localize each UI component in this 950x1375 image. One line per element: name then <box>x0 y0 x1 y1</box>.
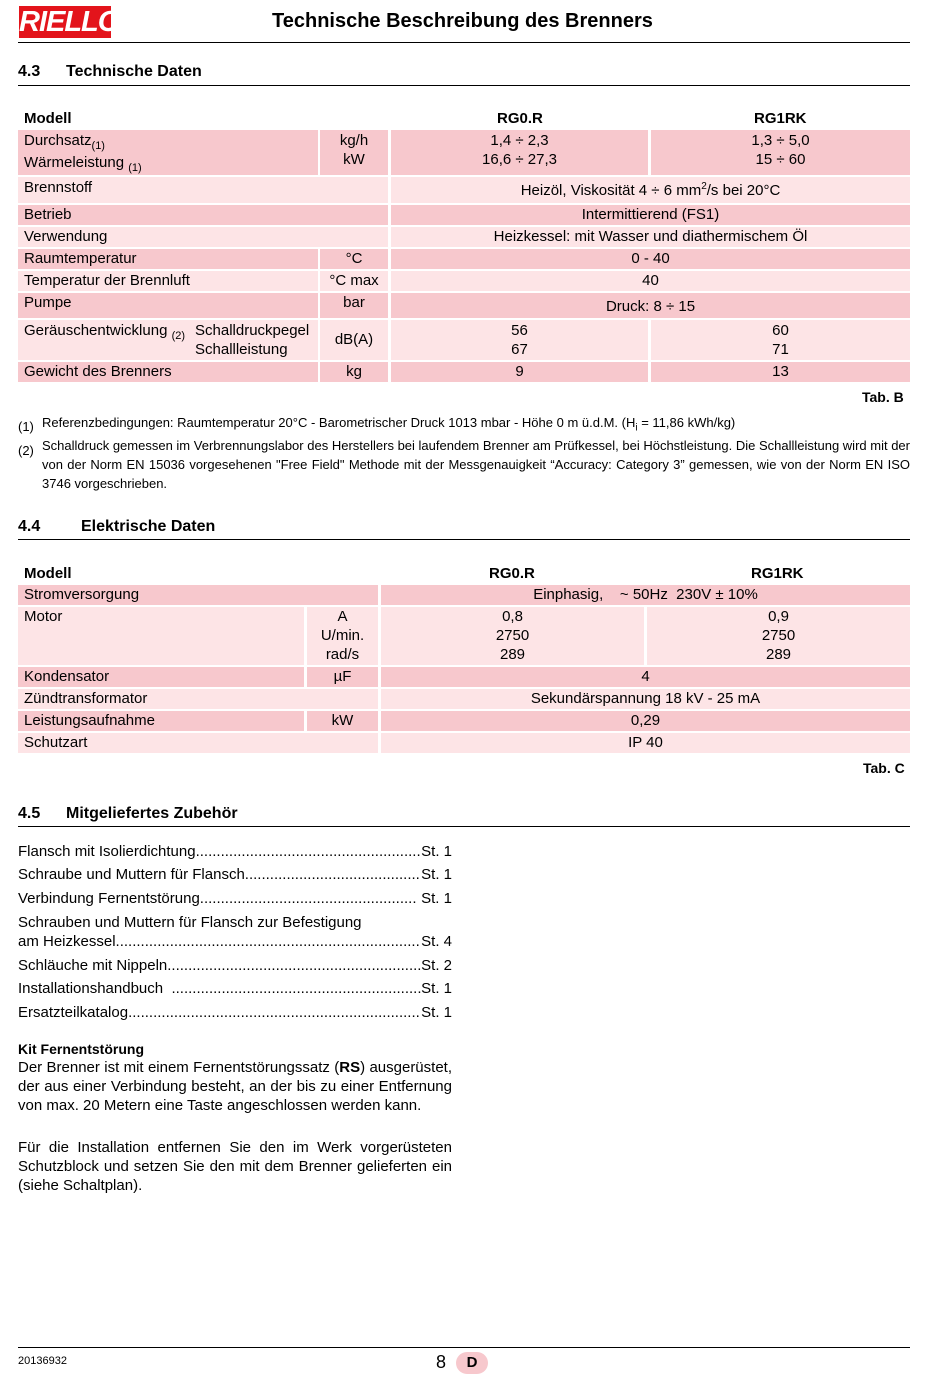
section-4-3-rule <box>18 85 910 86</box>
raumtemperatur-value: 0 - 40 <box>631 250 670 267</box>
strom-label: Stromversorgung <box>24 586 140 603</box>
schallleistung-label: Schallleistung <box>195 341 288 358</box>
footnote-1-number: (1) <box>18 419 34 434</box>
section-4-5-number: 4.5 <box>18 805 41 822</box>
leistungsaufnahme-value: 0,29 <box>630 712 661 729</box>
kondensator-unit: µF <box>333 668 352 685</box>
footnote-1-text: Referenzbedingungen: Raumtemperatur 20°C - Barometrischer Druck 1013 mbar - Höhe 0 m ü.d.M. ($H_i = 11,86$ kWh/kg) <box>42 415 736 434</box>
list-item: Ersatzteilkatalog ..... St. 1 <box>18 1004 452 1021</box>
verwendung-label: Verwendung <box>24 228 108 245</box>
list-item-line1: Schrauben und Muttern für Flansch zur Befestigung <box>18 914 362 931</box>
schalldruck-rg0r: 56 <box>511 322 528 339</box>
betrieb-value: Intermittierend (FS1) <box>581 206 720 223</box>
verwendung-value: Heizkessel: mit Wasser und diathermischem Öl <box>493 228 808 245</box>
col-rg0r-header: RG0.R <box>497 110 543 127</box>
pumpe-value: Druck: 8 ÷ 15 <box>605 298 696 315</box>
kit-paragraph-2: Für die Installation entfernen Sie den im Werk vorgerüsteten Schutzblock und setzen Sie den mit dem Brenner gelieferten ein (siehe Schaltplan). <box>18 1139 452 1194</box>
geraeusch-unit: dB(A) <box>334 331 374 348</box>
kit-title: Kit Fernentstörung <box>18 1041 144 1057</box>
list-item: am Heizkessel ..... St. 4 <box>18 933 452 950</box>
schutzart-label: Schutzart <box>24 734 88 751</box>
strom-value: Einphasig, ~ 50Hz 230V ± 10% <box>533 586 758 603</box>
schallleistung-rg1rk: 71 <box>772 341 789 358</box>
kit-paragraph-1: Der Brenner ist mit einem Fernentstörungssatz (RS) ausgerüstet, der aus einer Verbindung besteht, an der bis zu einer Entfernung von max. 20 Metern eine Taste angeschlossen werden kann. <box>18 1059 452 1114</box>
motor-rpm-rg0r: 2750 <box>495 627 530 644</box>
motor-rpm-rg1rk: 2750 <box>761 627 796 644</box>
list-item: Schraube und Muttern für Flansch ..... St. 1 <box>18 866 452 883</box>
col-model-header: Modell <box>24 110 72 127</box>
waermeleistung-rg1rk: 15 ÷ 60 <box>755 151 806 168</box>
schutzart-value: IP 40 <box>628 734 663 751</box>
list-item: Schläuche mit Nippeln ..... St. 2 <box>18 957 452 974</box>
row-betrieb-label-cell <box>18 205 388 225</box>
motor-current-rg0r: 0,8 <box>502 608 523 625</box>
section-4-4-number: 4.4 <box>18 518 41 535</box>
list-item: Installationshandbuch ..... St. 1 <box>18 980 452 997</box>
kondensator-label: Kondensator <box>24 668 110 685</box>
waermeleistung-rg0r: 16,6 ÷ 27,3 <box>482 151 557 168</box>
elec-col-rg0r-header: RG0.R <box>489 565 535 582</box>
waermeleistung-unit: kW <box>343 151 365 168</box>
elec-col-rg1rk-header: RG1RK <box>751 565 804 582</box>
section-4-4-title: Elektrische Daten <box>81 518 216 535</box>
schallleistung-rg0r: 67 <box>511 341 528 358</box>
gewicht-unit: kg <box>346 363 362 380</box>
gewicht-rg0r: 9 <box>515 363 524 380</box>
brennstoff-label: Brennstoff <box>24 179 93 196</box>
document-code: 20136932 <box>18 1355 67 1367</box>
raumtemperatur-unit: °C <box>345 250 363 267</box>
brennstoff-value: Heizöl, Viskosität 4 ÷ 6 $mm^2/s$ bei 20°C <box>520 181 781 199</box>
brennluft-label: Temperatur der Brennluft <box>24 272 190 289</box>
list-item: Flansch mit Isolierdichtung ..... St. 1 <box>18 843 452 860</box>
kondensator-value: 4 <box>641 668 650 685</box>
waermeleistung-label: Wärmeleistung $_{(1)}$ <box>24 154 142 174</box>
leistungsaufnahme-unit: kW <box>331 712 354 729</box>
betrieb-label: Betrieb <box>24 206 72 223</box>
motor-rads-rg0r: 289 <box>499 646 526 663</box>
page-header-title: Technische Beschreibung des Brenners <box>272 10 653 32</box>
motor-unit-a: A <box>337 608 348 625</box>
gewicht-label: Gewicht des Brenners <box>24 363 172 380</box>
durchsatz-rg0r: 1,4 ÷ 2,3 <box>490 132 549 149</box>
durchsatz-rg1rk: 1,3 ÷ 5,0 <box>751 132 810 149</box>
tab-c-label: Tab. C <box>863 760 905 776</box>
durchsatz-label: Durchsatz$_{(1)}$ <box>24 132 105 152</box>
elec-col-model-header: Modell <box>24 565 72 582</box>
schalldruck-rg1rk: 60 <box>772 322 789 339</box>
motor-label: Motor <box>24 608 63 625</box>
col-rg1rk-header: RG1RK <box>754 110 807 127</box>
footnote-2-text: Schalldruck gemessen im Verbrennungslabor des Herstellers bei laufendem Brenner am Prüfkessel, bei Höchstleistung. Die Schallleistung wird mit der von der Norm EN 15036 vorgesehenen "Free Field" Methode mit der Messgenauigkeit “Accuracy: Category 3” gemessen, wie von der Norm EN ISO 3746 vorgeschrieben. <box>42 438 910 491</box>
leistungsaufnahme-label: Leistungsaufnahme <box>24 712 155 729</box>
brennluft-unit: °C max <box>329 272 379 289</box>
pumpe-unit: bar <box>343 294 365 311</box>
motor-unit-rads: rad/s <box>325 646 360 663</box>
language-badge: D <box>456 1352 488 1374</box>
section-4-5-rule <box>18 826 910 827</box>
zuendtrafo-value: Sekundärspannung 18 kV - 25 mA <box>530 690 761 707</box>
raumtemperatur-label: Raumtemperatur <box>24 250 137 267</box>
section-4-3-number: 4.3 <box>18 63 41 80</box>
page-number: 8 <box>436 1352 447 1372</box>
durchsatz-unit: kg/h <box>339 132 369 149</box>
pumpe-label: Pumpe <box>24 294 72 311</box>
section-4-3-title: Technische Daten <box>66 63 202 80</box>
zuendtrafo-label: Zündtransformator <box>24 690 148 707</box>
motor-rads-rg1rk: 289 <box>765 646 792 663</box>
section-4-5-title: Mitgeliefertes Zubehör <box>66 805 238 822</box>
geraeusch-label: Geräuschentwicklung $_{(2)}$ <box>24 322 186 342</box>
tab-b-label: Tab. B <box>862 389 904 405</box>
brennluft-value: 40 <box>642 272 659 289</box>
list-item: Verbindung Fernentstörung ..... St. 1 <box>18 890 452 907</box>
footnote-2-number: (2) <box>18 443 34 458</box>
footer-rule <box>18 1347 910 1348</box>
header-rule <box>18 42 910 43</box>
section-4-4-rule <box>18 539 910 540</box>
riello-logo: RIELLO <box>19 6 120 38</box>
schalldruckpegel-label: Schalldruckpegel <box>195 322 310 339</box>
motor-current-rg1rk: 0,9 <box>768 608 789 625</box>
gewicht-rg1rk: 13 <box>772 363 789 380</box>
motor-unit-rpm: U/min. <box>320 627 365 644</box>
